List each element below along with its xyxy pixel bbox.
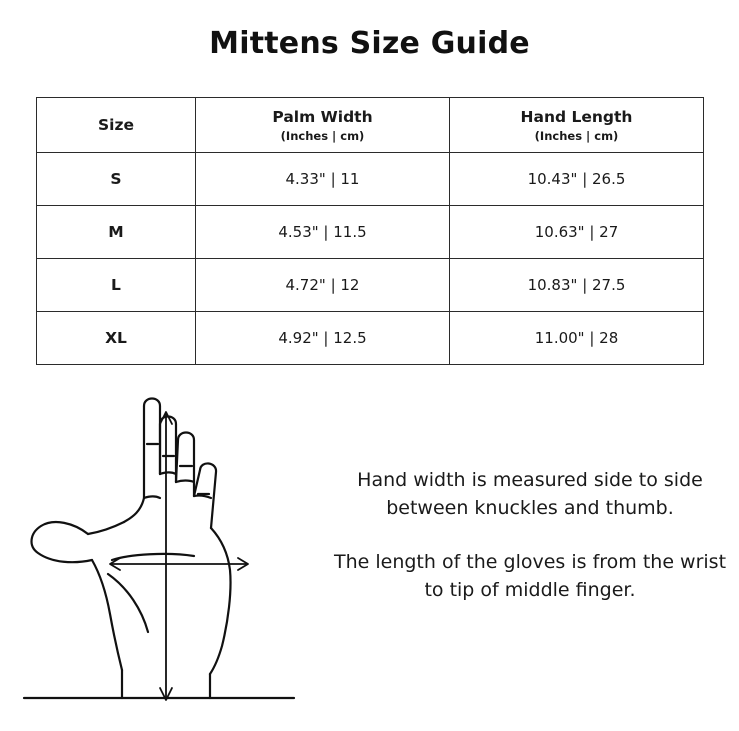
cell-hand-length: 10.63" | 27 xyxy=(450,206,704,259)
column-header-palm-width-label: Palm Width xyxy=(272,107,373,126)
hand-outline-icon xyxy=(8,378,328,708)
table-header-row xyxy=(37,98,704,153)
table-header xyxy=(37,98,704,153)
cell-palm-width: 4.33" | 11 xyxy=(196,153,450,206)
cell-size: L xyxy=(37,259,196,312)
size-chart-table xyxy=(36,97,704,365)
cell-palm-width: 4.53" | 11.5 xyxy=(196,206,450,259)
cell-palm-width: 4.92" | 12.5 xyxy=(196,312,450,365)
cell-size: S xyxy=(37,153,196,206)
cell-hand-length: 10.83" | 27.5 xyxy=(450,259,704,312)
table-row xyxy=(37,312,704,365)
table-row xyxy=(37,206,704,259)
table-row xyxy=(37,153,704,206)
column-header-size-label: Size xyxy=(97,116,134,134)
cell-palm-width: 4.72" | 12 xyxy=(196,259,450,312)
cell-hand-length: 11.00" | 28 xyxy=(450,312,704,365)
measurement-notes xyxy=(330,466,730,604)
note-hand-width: Hand width is measured side to side between knuckles and thumb. xyxy=(357,469,703,519)
column-header-palm-width xyxy=(196,98,450,153)
cell-hand-length: 10.43" | 26.5 xyxy=(450,153,704,206)
column-header-hand-length-label: Hand Length xyxy=(520,107,633,126)
column-header-size xyxy=(37,98,196,153)
table-body xyxy=(37,153,704,365)
cell-size: M xyxy=(37,206,196,259)
cell-size: XL xyxy=(37,312,196,365)
hand-measurement-diagram xyxy=(8,378,328,708)
column-header-palm-width-units: (Inches | cm) xyxy=(280,128,365,143)
note-glove-length: The length of the gloves is from the wrist to tip of middle finger. xyxy=(333,551,727,601)
table-row xyxy=(37,259,704,312)
column-header-hand-length xyxy=(450,98,704,153)
page-title: Mittens Size Guide xyxy=(209,26,530,61)
column-header-hand-length-units: (Inches | cm) xyxy=(534,128,619,143)
